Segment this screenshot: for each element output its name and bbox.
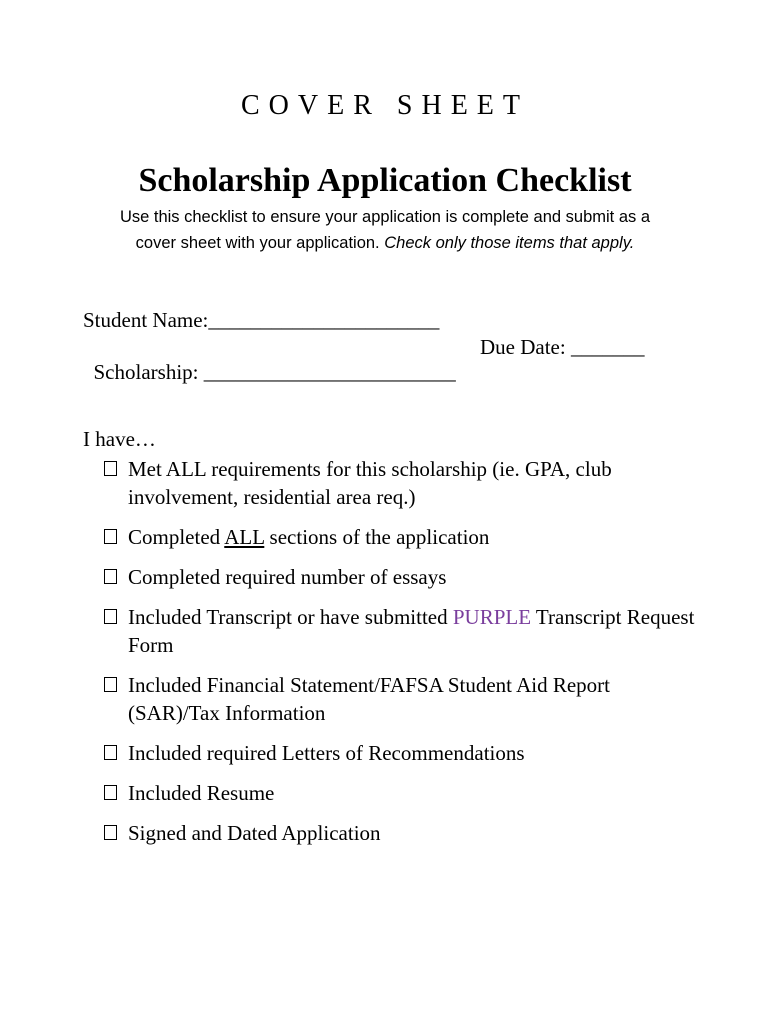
emphasis-all: ALL: [224, 525, 265, 549]
checkbox[interactable]: [104, 785, 117, 800]
purple-highlight: PURPLE: [452, 605, 532, 629]
checklist-item-requirements: [104, 455, 704, 511]
checklist-item-label: Signed and Dated Application: [128, 821, 381, 845]
label-part: sections of the application: [264, 525, 490, 549]
label-part: Completed: [128, 525, 225, 549]
checklist-item-transcript: [104, 603, 704, 659]
checklist-item-signed: [104, 819, 704, 847]
checkbox[interactable]: [104, 461, 117, 476]
checklist-item-label: Met ALL requirements for this scholarship (ie. GPA, club involvement, residential area req.): [128, 457, 612, 509]
instructions-emphasis: Check only those items that apply.: [384, 234, 635, 252]
checkbox[interactable]: [104, 609, 117, 624]
due-date-field[interactable]: Due Date: _______: [480, 335, 645, 359]
checkbox[interactable]: [104, 825, 117, 840]
checklist-item-label: [128, 523, 704, 551]
scholarship-field[interactable]: Scholarship: ________________________: [93, 360, 456, 384]
scholarship-field-row: [83, 335, 645, 410]
checklist-item-resume: [104, 779, 704, 807]
instructions-text: cover sheet with your application.: [135, 234, 380, 252]
checklist-item-label: [128, 603, 704, 659]
cover-sheet-label: COVER SHEET: [241, 90, 529, 121]
label-part: Transcript Request Form: [128, 605, 695, 657]
checklist-item-label: Included Resume: [128, 781, 275, 805]
instructions-line-2: [0, 230, 770, 256]
checklist-item-essays: [104, 563, 704, 591]
page-title: Scholarship Application Checklist: [138, 162, 632, 199]
instructions-line-1: Use this checklist to ensure your application is complete and submit as a: [119, 208, 651, 226]
checklist-item-sections: [104, 523, 704, 551]
checklist-item-financial: [104, 671, 704, 727]
checklist-item-letters: [104, 739, 704, 767]
checkbox[interactable]: [104, 677, 117, 692]
student-name-field[interactable]: Student Name:______________________: [83, 308, 440, 332]
checklist-intro: I have…: [83, 427, 156, 451]
checklist-item-label: Completed required number of essays: [128, 565, 447, 589]
checklist-item-label: Included Financial Statement/FAFSA Student Aid Report (SAR)/Tax Information: [128, 673, 610, 725]
checklist: [104, 455, 704, 859]
instructions: [0, 204, 770, 256]
checkbox[interactable]: [104, 569, 117, 584]
checklist-item-label: Included required Letters of Recommendations: [128, 741, 525, 765]
checkbox[interactable]: [104, 745, 117, 760]
checkbox[interactable]: [104, 529, 117, 544]
label-part: Included Transcript or have submitted: [128, 605, 453, 629]
